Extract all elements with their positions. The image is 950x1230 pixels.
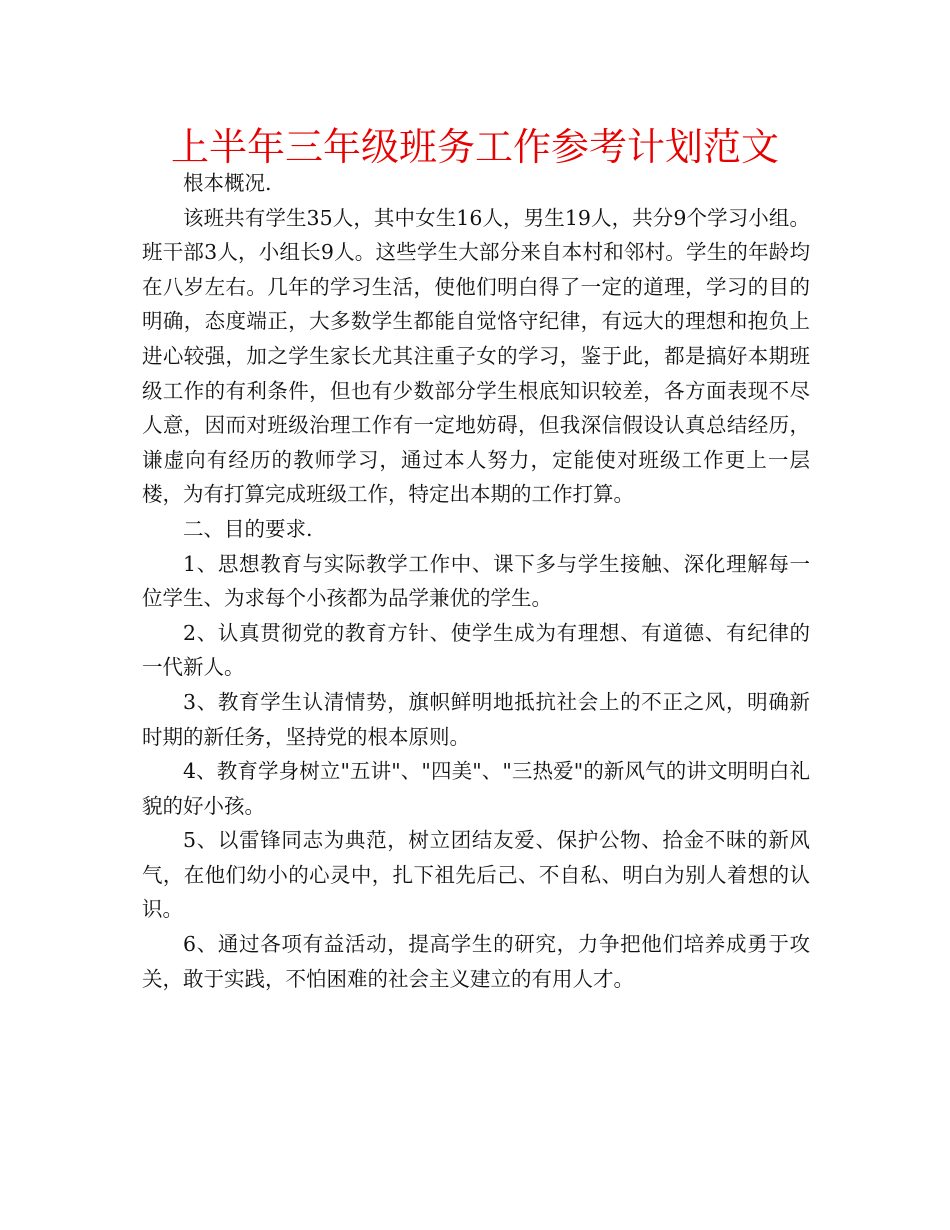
document-body [142,166,810,996]
paragraph-goal-3: 3、教育学生认清情势，旗帜鲜明地抵抗社会上的不正之风，明确新时期的新任务，坚持党的根本原则。 [142,689,810,749]
paragraph-class-description: 该班共有学生35人，其中女生16人，男生19人，共分9个学习小组。班干部3人，小组长9人。这些学生大部分来自本村和邻村。学生的年龄均在八岁左右。几年的学习生活，使他们明白得了一定的道理，学习的目的明确，态度端正，大多数学生都能自觉恪守纪律，有远大的理想和抱负上进心较强，加之学生家长尤其注重子女的学习，鉴于此，都是搞好本期班级工作的有利条件，但也有少数部分学生根底知识较差，各方面表现不尽人意，因而对班级治理工作有一定地妨碍，但我深信假设认真总结经历，谦虚向有经历的教师学习，通过本人努力，定能使对班级工作更上一层楼，为有打算完成班级工作，特定出本期的工作打算。 [142,205,810,507]
document-title: 上半年三年级班务工作参考计划范文 [170,125,779,169]
paragraph-goal-4: 4、教育学身树立"五讲"、"四美"、"三热爱"的新风气的讲文明明白礼貌的好小孩。 [142,759,810,818]
paragraph-goals-heading: 二、目的要求. [183,516,313,541]
paragraph-goal-2: 2、认真贯彻党的教育方针、使学生成为有理想、有道德、有纪律的一代新人。 [142,620,810,680]
paragraph-goal-6: 6、通过各项有益活动，提高学生的研究，力争把他们培养成勇于攻关，敢于实践，不怕困难的社会主义建立的有用人才。 [142,932,810,991]
paragraph-goal-1: 1、思想教育与实际教学工作中、课下多与学生接触、深化理解每一位学生、为求每个小孩都为品学兼优的学生。 [142,551,810,611]
paragraph-goal-5: 5、以雷锋同志为典范，树立团结友爱、保护公物、拾金不昧的新风气，在他们幼小的心灵中，扎下祖先后己、不自私、明白为别人着想的认识。 [142,828,810,922]
paragraph-overview-heading: 根本概况. [183,171,272,195]
